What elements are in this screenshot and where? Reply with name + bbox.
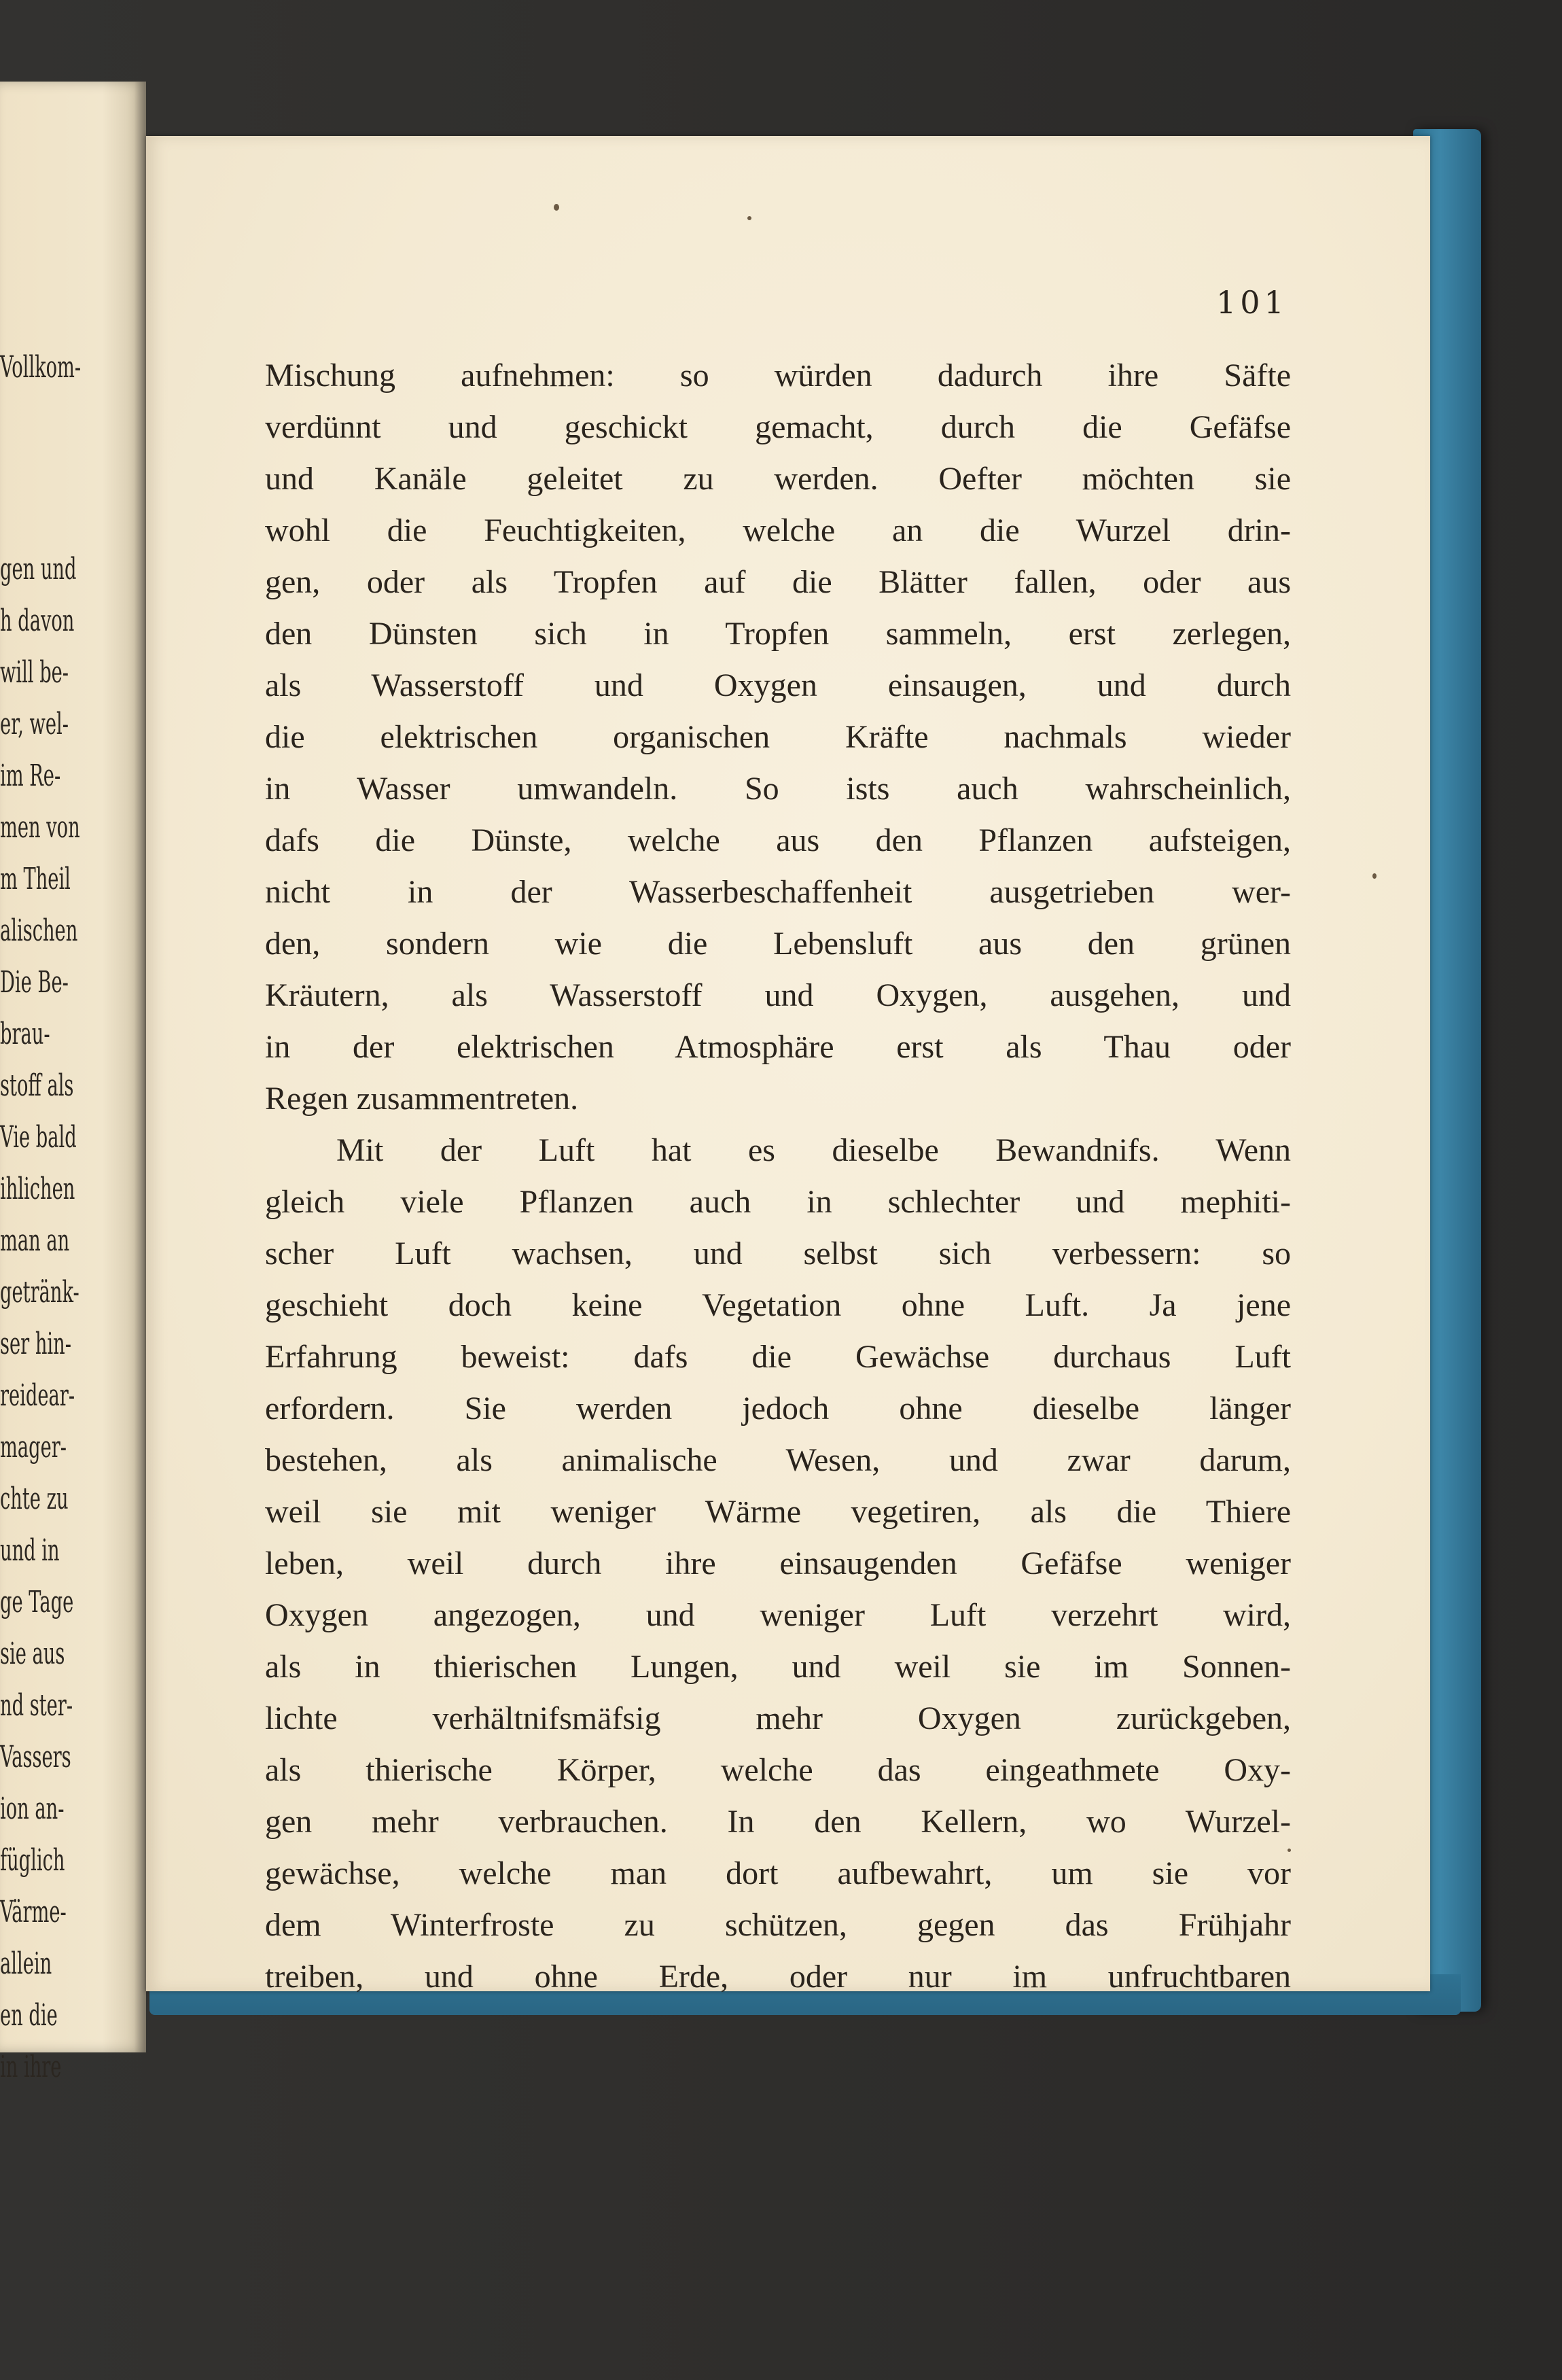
left-page-fragment: men von — [0, 810, 80, 845]
text-line: wohl die Feuchtigkeiten, welche an die Wurzel drin- — [265, 512, 1291, 548]
left-page-fragment: ihlichen — [0, 1172, 75, 1206]
left-page-fragment: in ihre — [0, 2050, 62, 2084]
left-page-fragment: füglich — [0, 1843, 65, 1878]
text-line: in Wasser umwandeln. So ists auch wahrscheinlich, — [265, 771, 1291, 807]
text-line: lichte verhältnifsmäfsig mehr Oxygen zurückgeben, — [265, 1700, 1291, 1736]
left-page-fragment: alischen — [0, 913, 78, 948]
left-page-fragment: gen und — [0, 552, 77, 587]
text-line: weil sie mit weniger Wärme vegetiren, als die Thiere — [265, 1494, 1291, 1530]
text-line: als Wasserstoff und Oxygen einsaugen, und durch — [265, 667, 1291, 703]
left-page-fragment: Vollkom- — [0, 350, 82, 385]
left-page-fragment: Vassers — [0, 1740, 71, 1774]
text-line: und Kanäle geleitet zu werden. Oefter möchten sie — [265, 461, 1291, 497]
left-page-fragment: allein — [0, 1946, 52, 1981]
left-page-fragment: und in — [0, 1533, 60, 1568]
left-page-fragment: sie aus — [0, 1637, 65, 1671]
left-page-fragment: mager- — [0, 1430, 67, 1465]
text-line: den Dünsten sich in Tropfen sammeln, erst zerlegen, — [265, 616, 1291, 652]
left-page-fragment: Vie bald — [0, 1120, 77, 1155]
text-line: dem Winterfroste zu schützen, gegen das Frühjahr — [265, 1907, 1291, 1943]
text-line: Kräutern, als Wasserstoff und Oxygen, ausgehen, und — [265, 977, 1291, 1013]
text-line: leben, weil durch ihre einsaugenden Gefäfse weniger — [265, 1545, 1291, 1581]
text-line: scher Luft wachsen, und selbst sich verbessern: so — [265, 1236, 1291, 1272]
book-page — [146, 136, 1430, 1995]
left-page-fragment: er, wel- — [0, 707, 69, 741]
left-page-fragment: en die — [0, 1998, 58, 2033]
left-page-fragment: man an — [0, 1223, 70, 1258]
text-line: erfordern. Sie werden jedoch ohne dieselbe länger — [265, 1390, 1291, 1427]
text-line: Mischung aufnehmen: so würden dadurch ihre Säfte — [265, 357, 1291, 393]
text-line: geschieht doch keine Vegetation ohne Luft. Ja jene — [265, 1287, 1291, 1323]
left-page-fragment: Värme- — [0, 1895, 67, 1929]
left-page-fragment: brau- — [0, 1017, 50, 1051]
text-line: in der elektrischen Atmosphäre erst als Thau oder — [265, 1029, 1291, 1065]
page-number: 101 — [1216, 284, 1288, 321]
left-page-fragment: m Theil — [0, 862, 71, 896]
left-page-fragment: will be- — [0, 655, 69, 690]
text-line: gen mehr verbrauchen. In den Kellern, wo Wurzel- — [265, 1804, 1291, 1840]
left-page-fragment: ge Tage — [0, 1585, 74, 1620]
text-line: als thierische Körper, welche das eingeathmete Oxy- — [265, 1752, 1291, 1788]
left-page-fragment: im Re- — [0, 758, 61, 793]
left-facing-page — [0, 82, 146, 2084]
text-line: Erfahrung beweist: dafs die Gewächse durchaus Luft — [265, 1339, 1291, 1375]
text-line: die elektrischen organischen Kräfte nachmals wieder — [265, 719, 1291, 755]
left-page-fragment: nd ster- — [0, 1688, 73, 1723]
page-body-text — [265, 350, 1291, 2003]
paper-speck — [1372, 873, 1377, 879]
text-line: dafs die Dünste, welche aus den Pflanzen aufsteigen, — [265, 822, 1291, 858]
text-line: verdünnt und geschickt gemacht, durch die Gefäfse — [265, 409, 1291, 445]
left-page-fragment: getränk- — [0, 1275, 79, 1310]
left-page-fragment: ser hin- — [0, 1327, 71, 1361]
left-page-fragment: chte zu — [0, 1482, 69, 1516]
paper-speck — [747, 216, 751, 220]
text-line: bestehen, als animalische Wesen, und zwar darum, — [265, 1442, 1291, 1478]
text-line: nicht in der Wasserbeschaffenheit ausgetrieben wer- — [265, 874, 1291, 910]
text-line: gleich viele Pflanzen auch in schlechter und mephiti- — [265, 1184, 1291, 1220]
text-line: Regen zusammentreten. — [265, 1081, 579, 1117]
left-page-fragment: reidear- — [0, 1378, 75, 1413]
text-line: als in thierischen Lungen, und weil sie im Sonnen- — [265, 1649, 1291, 1685]
left-page-fragment: Die Be- — [0, 965, 69, 1000]
text-line: den, sondern wie die Lebensluft aus den grünen — [265, 926, 1291, 962]
text-line: gen, oder als Tropfen auf die Blätter fallen, oder aus — [265, 564, 1291, 600]
text-line: gewächse, welche man dort aufbewahrt, um sie vor — [265, 1855, 1291, 1891]
left-page-fragment: ion an- — [0, 1791, 65, 1826]
text-line: treiben, und ohne Erde, oder nur im unfruchtbaren — [265, 1959, 1291, 1995]
paragraph-first-line: Mit der Luft hat es dieselbe Bewandnifs. Wenn — [336, 1132, 1291, 1168]
paper-speck — [554, 204, 559, 211]
text-line: Oxygen angezogen, und weniger Luft verzehrt wird, — [265, 1597, 1291, 1633]
left-page-fragment: h davon — [0, 603, 75, 638]
left-page-fragment: stoff als — [0, 1068, 74, 1103]
